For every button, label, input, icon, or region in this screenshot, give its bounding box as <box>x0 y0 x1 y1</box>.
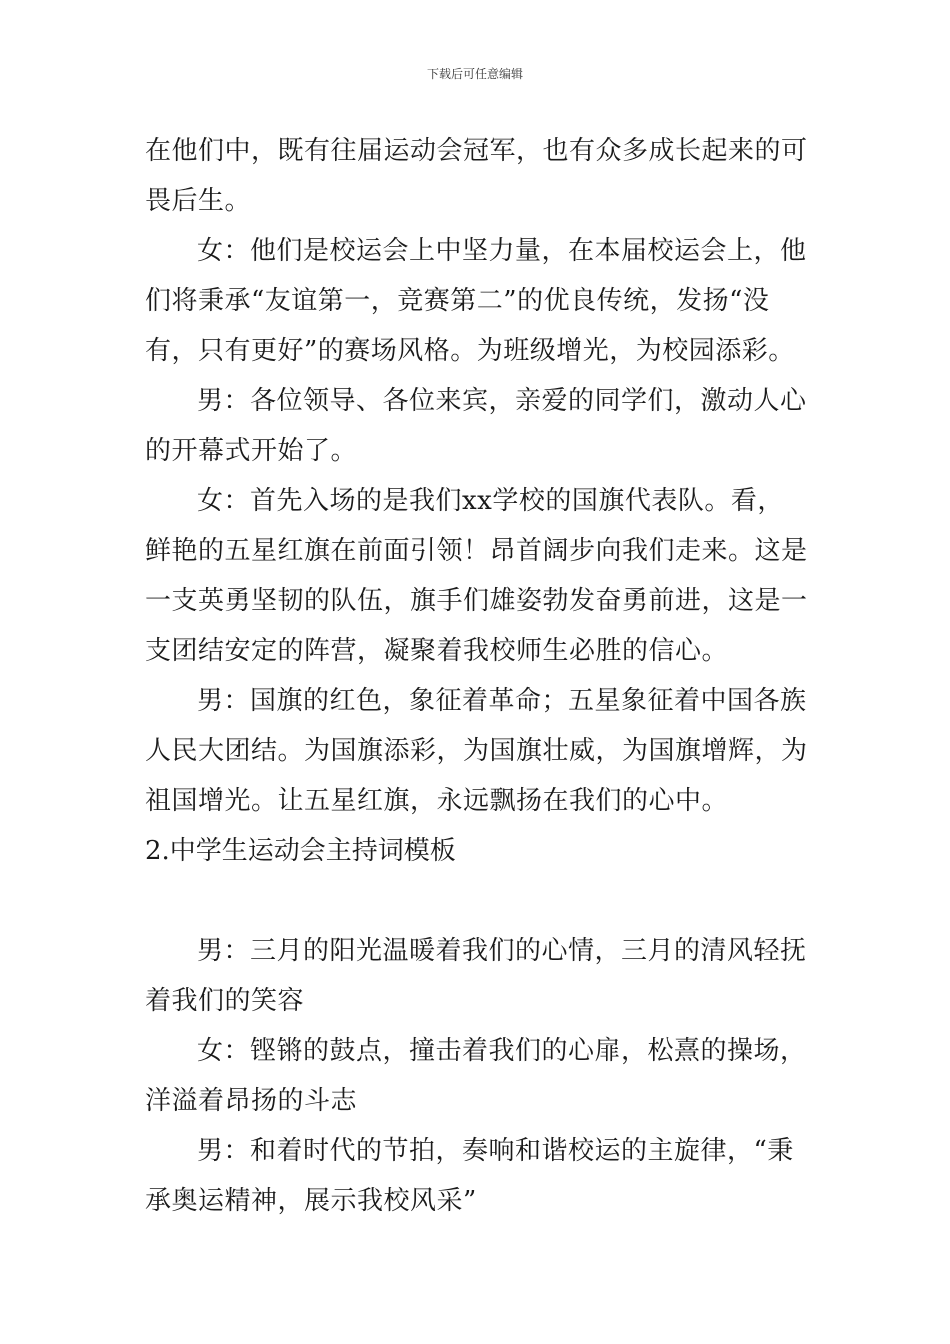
paragraph-male-3: 男：三月的阳光温暖着我们的心情，三月的清风轻抚着我们的笑容 <box>145 936 807 1016</box>
paragraph-male-4: 男：和着时代的节拍，奏响和谐校运的主旋律，“秉承奥运精神，展示我校风采” <box>145 1136 794 1216</box>
paragraph-continuation: 在他们中，既有往届运动会冠军，也有众多成长起来的可畏后生。 <box>145 136 808 216</box>
page-header: 下载后可任意编辑 <box>426 67 523 81</box>
paragraph-male-1: 男：各位领导、各位来宾，亲爱的同学们，激动人心的开幕式开始了。 <box>145 386 807 466</box>
paragraph-male-2: 男：国旗的红色，象征着革命；五星象征着中国各族人民大团结。为国旗添彩，为国旗壮威，为国旗增辉，为祖国增光。让五星红旗，永远飘扬在我们的心中。 <box>145 686 808 816</box>
document-body <box>145 126 809 1226</box>
paragraph-female-1: 女：他们是校运会上中坚力量，在本届校运会上，他们将秉承“友谊第一，竞赛第二”的优良传统，发扬“没有，只有更好”的赛场风格。为班级增光，为校园添彩。 <box>145 236 807 366</box>
paragraph-female-2: 女：首先入场的是我们xx学校的国旗代表队。看，鲜艳的五星红旗在前面引领！昂首阔步向我们走来。这是一支英勇坚韧的队伍，旗手们雄姿勃发奋勇前进，这是一支团结安定的阵营，凝聚着我校师生必胜的信心。 <box>145 486 808 666</box>
blank-line <box>145 876 809 926</box>
paragraph-female-3: 女：铿锵的鼓点，撞击着我们的心扉，松熹的操场，洋溢着昂扬的斗志 <box>145 1036 807 1116</box>
section-heading: 2.中学生运动会主持词模板 <box>145 836 456 866</box>
